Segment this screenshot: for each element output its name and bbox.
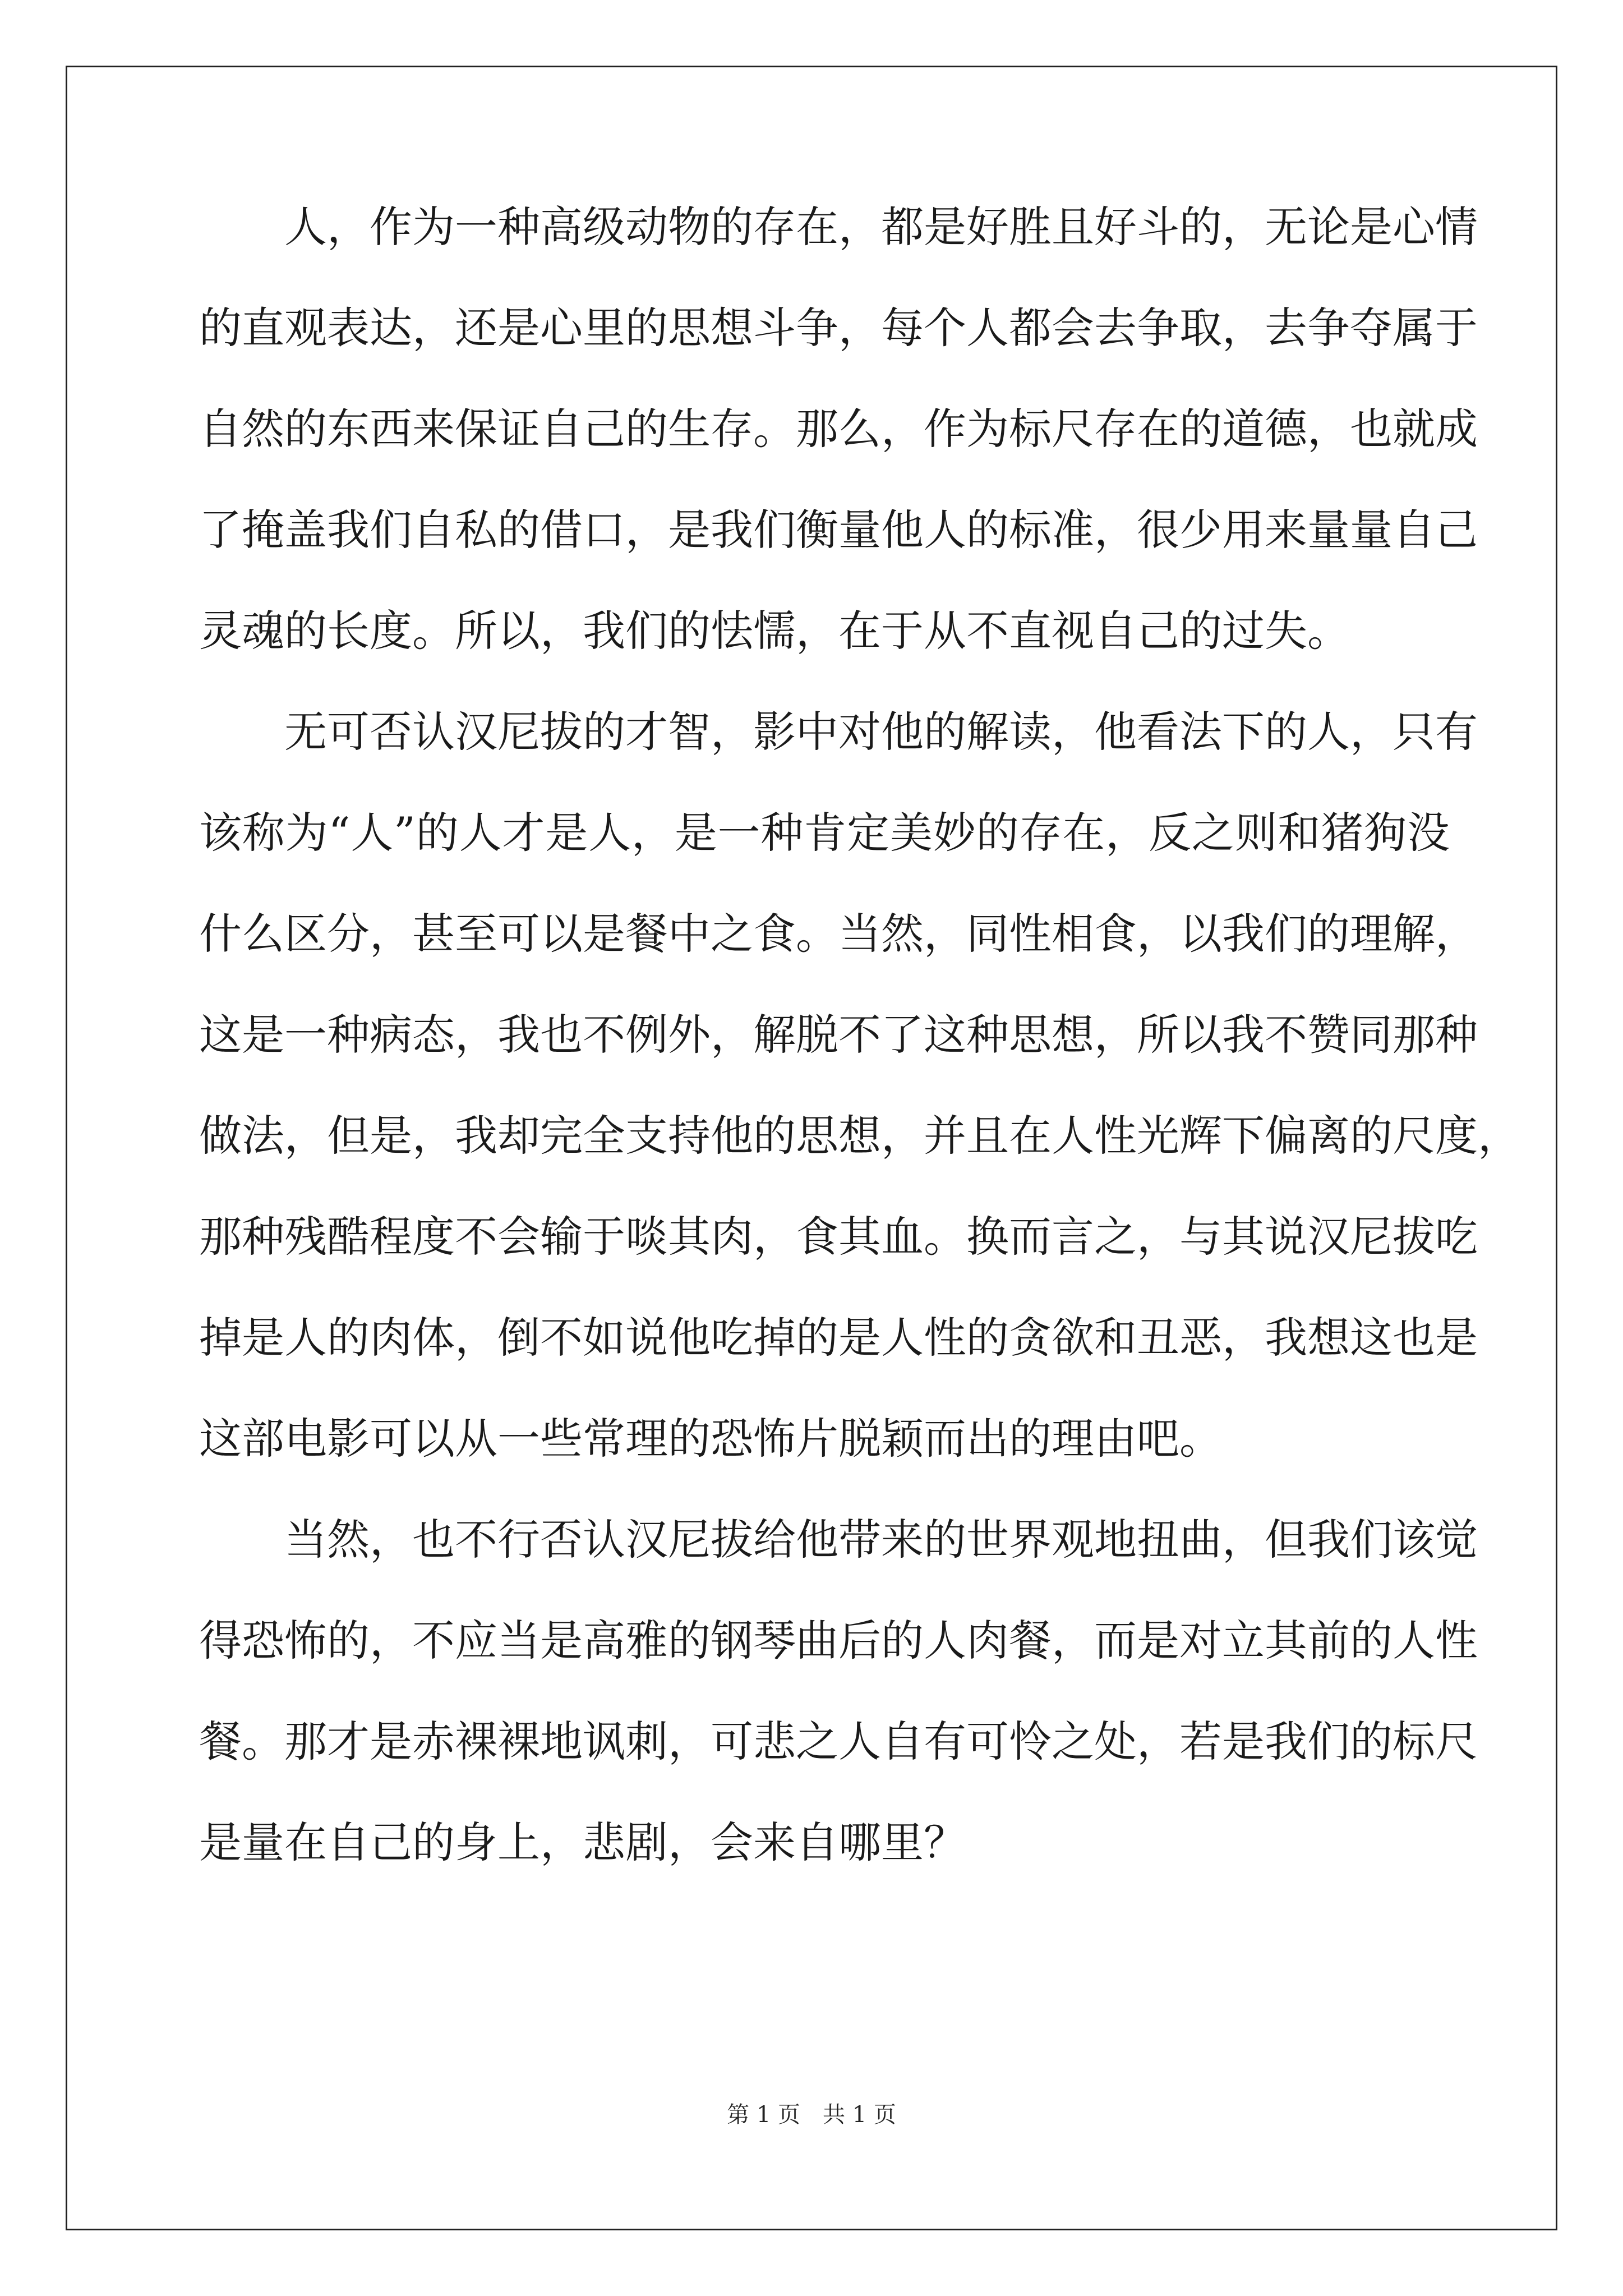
paragraph-2-line-7: 掉是人的肉体，倒不如说他吃掉的是人性的贪欲和丑恶，我想这也是 <box>199 1313 1478 1363</box>
paragraph-3-line-4: 是量在自己的身上，悲剧，会来自哪里？ <box>199 1818 966 1867</box>
paragraph-2-line-3: 什么区分，甚至可以是餐中之食。当然，同性相食，以我们的理解， <box>199 909 1478 959</box>
paragraph-1-line-4: 了掩盖我们自私的借口，是我们衡量他人的标准，很少用来量量自己 <box>199 505 1478 555</box>
paragraph-2-line-8: 这部电影可以从一些常理的恐怖片脱颖而出的理由吧。 <box>199 1414 1222 1464</box>
paragraph-2-line-5: 做法，但是，我却完全支持他的思想，并且在人性光辉下偏离的尺度， <box>199 1111 1520 1161</box>
paragraph-1-line-3: 自然的东西来保证自己的生存。那么，作为标尺存在的道德，也就成 <box>199 404 1478 454</box>
paragraph-2-line-2: 该称为“人”的人才是人，是一种肯定美妙的存在，反之则和猪狗没 <box>199 808 1450 858</box>
paragraph-3-line-1: 当然，也不行否认汉尼拔给他带来的世界观地扭曲，但我们该觉 <box>284 1515 1478 1565</box>
page-number-label: 第 1 页 共 1 页 <box>727 2102 896 2128</box>
paragraph-1-line-5: 灵魂的长度。所以，我们的怯懦，在于从不直视自己的过失。 <box>199 606 1350 656</box>
paragraph-1-line-1: 人，作为一种高级动物的存在，都是好胜且好斗的，无论是心情 <box>284 202 1478 252</box>
page-footer <box>0 2098 1623 2132</box>
paragraph-2-line-1: 无可否认汉尼拔的才智，影中对他的解读，他看法下的人，只有 <box>284 707 1478 757</box>
paragraph-3-line-3: 餐。那才是赤裸裸地讽刺，可悲之人自有可怜之处，若是我们的标尺 <box>199 1717 1478 1766</box>
paragraph-2-line-6: 那种残酷程度不会输于啖其肉，食其血。换而言之，与其说汉尼拔吃 <box>199 1212 1478 1262</box>
paragraph-3-line-2: 得恐怖的，不应当是高雅的钢琴曲后的人肉餐，而是对立其前的人性 <box>199 1616 1478 1665</box>
paragraph-1-line-2: 的直观表达，还是心里的思想斗争，每个人都会去争取，去争夺属于 <box>199 303 1478 353</box>
paragraph-2-line-4: 这是一种病态，我也不例外，解脱不了这种思想，所以我不赞同那种 <box>199 1010 1478 1060</box>
